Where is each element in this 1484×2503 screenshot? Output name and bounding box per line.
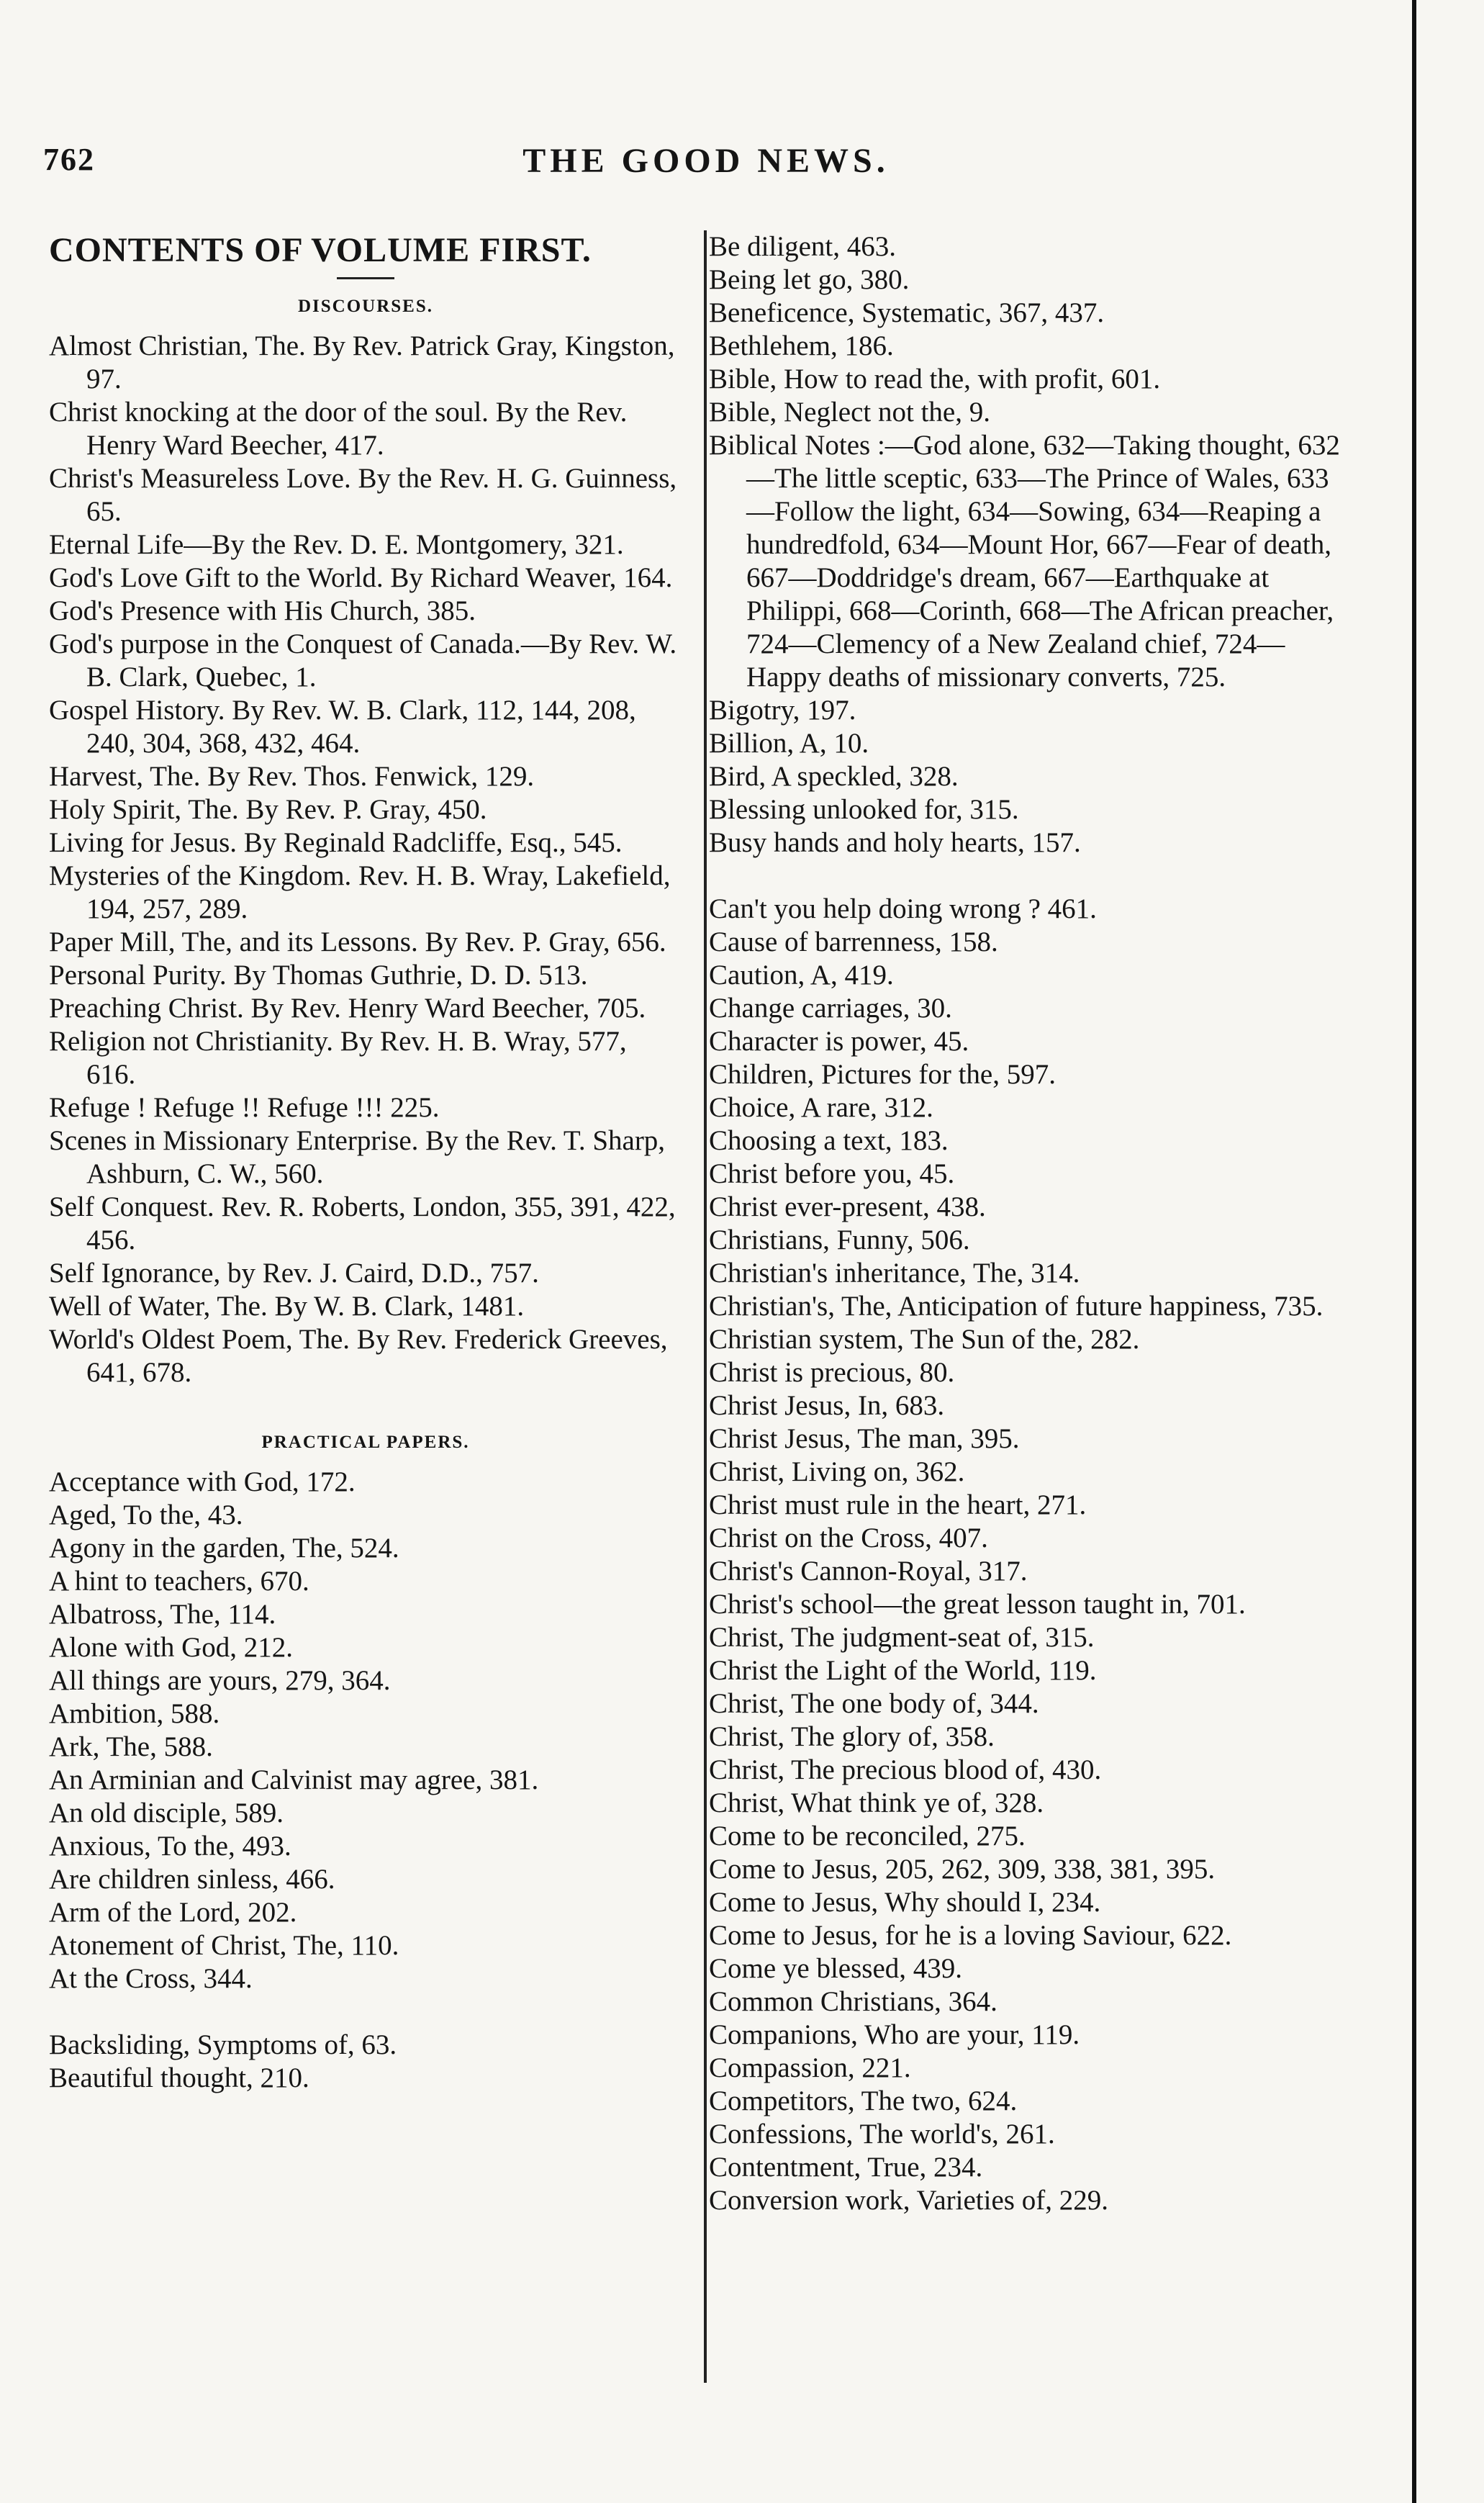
list-item: Compassion, 221. — [709, 2052, 911, 2083]
list-item: Change carriages, 30. — [709, 993, 952, 1024]
list-item: Christ Jesus, In, 683. — [709, 1390, 945, 1421]
list-item: Competitors, The two, 624. — [709, 2085, 1018, 2116]
list-item: God's purpose in the Conquest of Canada.—By Rev. W. B. Clark, Quebec, 1. — [49, 628, 677, 693]
list-item: Bible, Neglect not the, 9. — [709, 397, 990, 428]
list-item: Christ, The one body of, 344. — [709, 1688, 1039, 1719]
b-entries-list — [709, 230, 1357, 860]
list-item: Character is power, 45. — [709, 1026, 969, 1057]
left-column — [49, 230, 682, 2095]
list-item: Beautiful thought, 210. — [49, 2062, 309, 2093]
list-item: Aged, To the, 43. — [49, 1499, 243, 1530]
list-item: Arm of the Lord, 202. — [49, 1897, 297, 1928]
c-entries-list — [709, 893, 1357, 2217]
list-item: Christ ever-present, 438. — [709, 1191, 986, 1222]
list-item: Christian's, The, Anticipation of future happiness, 735. — [709, 1291, 1324, 1322]
list-item: Acceptance with God, 172. — [49, 1466, 356, 1497]
list-item: Ark, The, 588. — [49, 1731, 213, 1762]
binding-edge-rule — [1412, 0, 1416, 2503]
list-item: All things are yours, 279, 364. — [49, 1665, 391, 1696]
list-item: Alone with God, 212. — [49, 1632, 294, 1663]
list-item: Religion not Christianity. By Rev. H. B. Wray, 577, 616. — [49, 1026, 627, 1090]
list-item: Bethlehem, 186. — [709, 330, 894, 361]
column-divider — [704, 230, 707, 2383]
list-item: Contentment, True, 234. — [709, 2152, 983, 2183]
list-item: Christ on the Cross, 407. — [709, 1523, 988, 1553]
list-item: Eternal Life—By the Rev. D. E. Montgomery, 321. — [49, 529, 624, 560]
list-item: Agony in the garden, The, 524. — [49, 1533, 399, 1564]
page-number: 762 — [43, 142, 95, 177]
biblical-notes-entry: Biblical Notes :—God alone, 632—Taking thought, 632—The little sceptic, 633—The Prince of Wales, 633—Follow the light, 634—Sowing, 634—Reaping a hundredfold, 634—Mount Hor, 667—Fear of death, 667—Doddridge's dream, 667—Earthquake at Philippi, 668—Corinth, 668—The African preacher, 724—Clemency of a New Zealand chief, 724—Happy deaths of missionary converts, 725. — [709, 430, 1340, 693]
list-item: Holy Spirit, The. By Rev. P. Gray, 450. — [49, 794, 487, 825]
discourses-heading: DISCOURSES. — [297, 297, 434, 316]
list-item: Christ the Light of the World, 119. — [709, 1655, 1097, 1686]
list-item: Christ, The glory of, 358. — [709, 1721, 995, 1752]
list-item: Self Ignorance, by Rev. J. Caird, D.D., 757. — [49, 1258, 539, 1289]
practical-papers-heading: PRACTICAL PAPERS. — [261, 1433, 470, 1452]
list-item: Christ is precious, 80. — [709, 1357, 955, 1388]
list-item: God's Love Gift to the World. By Richard Weaver, 164. — [49, 562, 673, 593]
list-item: Gospel History. By Rev. W. B. Clark, 112, 144, 208, 240, 304, 368, 432, 464. — [49, 695, 636, 759]
right-column — [709, 230, 1357, 2217]
list-item: Well of Water, The. By W. B. Clark, 1481. — [49, 1291, 525, 1322]
list-item: Choosing a text, 183. — [709, 1125, 949, 1156]
list-item: Preaching Christ. By Rev. Henry Ward Beecher, 705. — [49, 993, 646, 1024]
list-item: Billion, A, 10. — [709, 728, 869, 759]
list-item: Christ, The precious blood of, 430. — [709, 1754, 1102, 1785]
list-item: Come ye blessed, 439. — [709, 1953, 963, 1984]
list-item: Are children sinless, 466. — [49, 1864, 335, 1895]
list-item: Christ knocking at the door of the soul. By the Rev. Henry Ward Beecher, 417. — [49, 397, 628, 461]
contents-title: CONTENTS OF VOLUME FIRST. — [49, 231, 592, 269]
list-item: Come to Jesus, 205, 262, 309, 338, 381, 395. — [709, 1854, 1216, 1885]
list-item: Christ's Cannon-Royal, 317. — [709, 1556, 1028, 1587]
list-item: Come to Jesus, Why should I, 234. — [709, 1887, 1101, 1918]
list-item: Busy hands and holy hearts, 157. — [709, 827, 1081, 858]
list-item: Paper Mill, The, and its Lessons. By Rev. P. Gray, 656. — [49, 926, 666, 957]
list-item: Bird, A speckled, 328. — [709, 761, 959, 792]
list-item: Harvest, The. By Rev. Thos. Fenwick, 129. — [49, 761, 535, 792]
list-item: A hint to teachers, 670. — [49, 1566, 309, 1597]
list-item: Christian system, The Sun of the, 282. — [709, 1324, 1140, 1355]
list-item: Beneficence, Systematic, 367, 437. — [709, 297, 1105, 328]
list-item: Companions, Who are your, 119. — [709, 2019, 1080, 2050]
list-item: Christ, The judgment-seat of, 315. — [709, 1622, 1095, 1653]
list-item: Come to be reconciled, 275. — [709, 1821, 1026, 1852]
list-item: Come to Jesus, for he is a loving Saviour, 622. — [709, 1920, 1232, 1951]
list-item: Christian's inheritance, The, 314. — [709, 1258, 1080, 1289]
list-item: Bible, How to read the, with profit, 601. — [709, 364, 1161, 394]
list-item: Can't you help doing wrong ? 461. — [709, 893, 1097, 924]
list-item: Children, Pictures for the, 597. — [709, 1059, 1056, 1090]
list-item: Confessions, The world's, 261. — [709, 2119, 1055, 2150]
list-item: World's Oldest Poem, The. By Rev. Frederick Greeves, 641, 678. — [49, 1324, 668, 1388]
list-item: Self Conquest. Rev. R. Roberts, London, 355, 391, 422, 456. — [49, 1191, 676, 1255]
list-item: Anxious, To the, 493. — [49, 1831, 291, 1862]
list-item: Albatross, The, 114. — [49, 1599, 276, 1630]
list-item: Being let go, 380. — [709, 264, 910, 295]
list-item: Conversion work, Varieties of, 229. — [709, 2185, 1108, 2216]
list-item: Christ must rule in the heart, 271. — [709, 1489, 1087, 1520]
list-item: Caution, A, 419. — [709, 960, 894, 991]
list-item: An old disciple, 589. — [49, 1798, 284, 1828]
running-title: THE GOOD NEWS. — [522, 142, 890, 180]
list-item: Personal Purity. By Thomas Guthrie, D. D. 513. — [49, 960, 588, 991]
list-item: Christ, What think ye of, 328. — [709, 1787, 1044, 1818]
list-item: Christ before you, 45. — [709, 1158, 955, 1189]
list-item: Common Christians, 364. — [709, 1986, 997, 2017]
list-item: Scenes in Missionary Enterprise. By the Rev. T. Sharp, Ashburn, C. W., 560. — [49, 1125, 666, 1189]
page-header — [0, 141, 1412, 191]
practical-papers-list — [49, 1466, 682, 2095]
list-item: Mysteries of the Kingdom. Rev. H. B. Wray, Lakefield, 194, 257, 289. — [49, 860, 671, 924]
discourses-list — [49, 330, 682, 1389]
list-item: Bigotry, 197. — [709, 695, 856, 726]
list-item: An Arminian and Calvinist may agree, 381. — [49, 1764, 539, 1795]
list-item: God's Presence with His Church, 385. — [49, 595, 476, 626]
title-rule — [337, 277, 394, 279]
list-item: At the Cross, 344. — [49, 1963, 253, 1994]
list-item: Blessing unlooked for, 315. — [709, 794, 1019, 825]
list-item: Refuge ! Refuge !! Refuge !!! 225. — [49, 1092, 440, 1123]
list-item: Christ, Living on, 362. — [709, 1456, 965, 1487]
list-item: Christ's Measureless Love. By the Rev. H. G. Guinness, 65. — [49, 463, 677, 527]
list-item: Atonement of Christ, The, 110. — [49, 1930, 399, 1961]
list-item: Christ Jesus, The man, 395. — [709, 1423, 1020, 1454]
list-item: Be diligent, 463. — [709, 231, 896, 262]
list-item: Ambition, 588. — [49, 1698, 220, 1729]
list-item: Cause of barrenness, 158. — [709, 926, 998, 957]
list-item: Christians, Funny, 506. — [709, 1225, 970, 1255]
list-item: Choice, A rare, 312. — [709, 1092, 933, 1123]
list-item: Christ's school—the great lesson taught in, 701. — [709, 1589, 1246, 1620]
list-item: Backsliding, Symptoms of, 63. — [49, 2029, 397, 2060]
list-item: Living for Jesus. By Reginald Radcliffe, Esq., 545. — [49, 827, 623, 858]
list-item: Almost Christian, The. By Rev. Patrick Gray, Kingston, 97. — [49, 330, 675, 394]
